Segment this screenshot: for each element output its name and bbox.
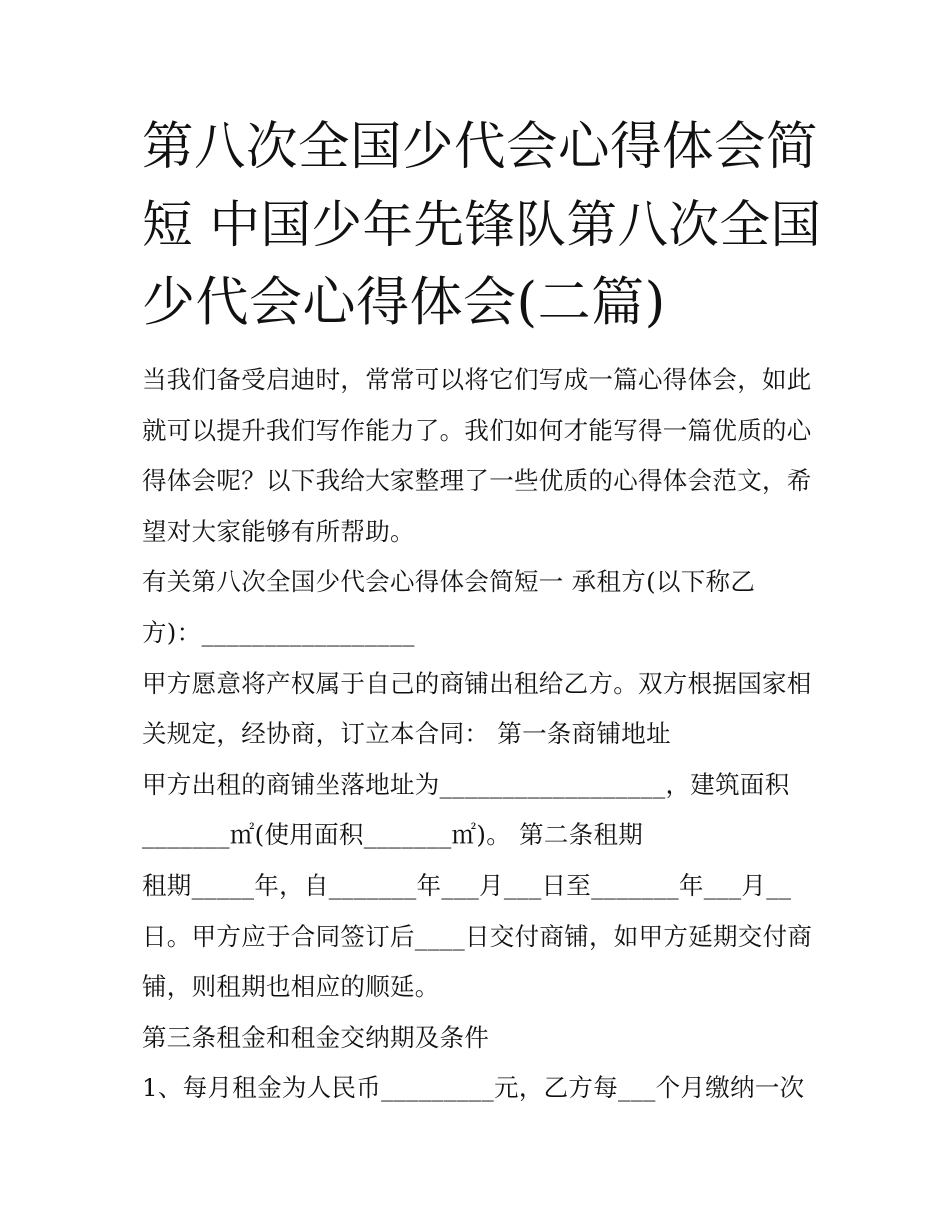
body-line-5: 有关第八次全国少代会心得体会简短一 承租方(以下称乙: [142, 567, 756, 597]
body-line-12: 日。甲方应于合同签订后____日交付商铺，如甲方延期交付商: [142, 921, 813, 951]
document-body: [142, 355, 822, 1114]
title-line-1: 第八次全国少代会心得体会简: [142, 117, 819, 177]
body-line-11: 租期_____年，自_______年___月___日至_______年___月__: [142, 870, 792, 900]
body-line-9: 甲方出租的商铺坐落地址为__________________，建筑面积: [142, 769, 790, 799]
body-line-1: 当我们备受启迪时，常常可以将它们写成一篇心得体会，如此: [142, 365, 812, 394]
title-line-3: 少代会心得体会(二篇): [142, 272, 666, 333]
document-title: [142, 108, 822, 342]
body-line-13: 铺，则租期也相应的顺延。: [142, 972, 440, 1002]
body-line-15: 1、每月租金为人民币_________元，乙方每___个月缴纳一次: [142, 1073, 805, 1103]
body-line-2: 就可以提升我们写作能力了。我们如何才能写得一篇优质的心: [142, 415, 812, 445]
body-line-3: 得体会呢？以下我给大家整理了一些优质的心得体会范文，希: [142, 466, 812, 496]
body-line-4: 望对大家能够有所帮助。: [142, 516, 415, 546]
title-line-2: 短 中国少年先锋队第八次全国: [142, 195, 822, 254]
body-line-7: 甲方愿意将产权属于自己的商铺出租给乙方。双方根据国家相: [142, 668, 812, 698]
body-line-14: 第三条租金和租金交纳期及条件: [142, 1022, 490, 1052]
body-line-6: 方)：_________________: [142, 617, 415, 647]
body-line-10: _______㎡(使用面积_______㎡)。 第二条租期: [142, 820, 644, 850]
body-line-8: 关规定，经协商，订立本合同： 第一条商铺地址: [142, 719, 671, 749]
